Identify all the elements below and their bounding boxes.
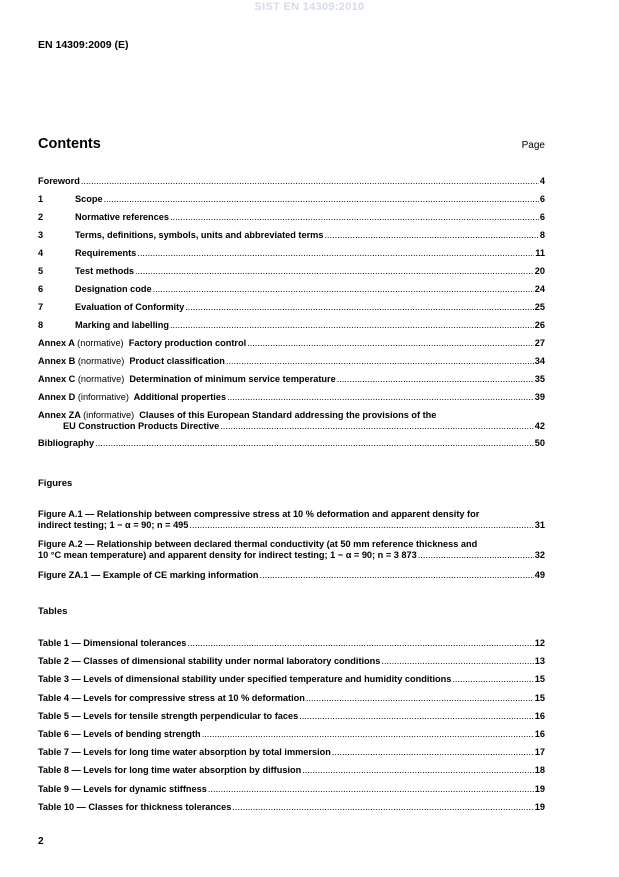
- toc-entry-annex-za[interactable]: [38, 410, 545, 438]
- toc-entry-figure[interactable]: [38, 570, 545, 581]
- toc-main: [38, 176, 545, 456]
- toc-entry-page: 18: [534, 765, 545, 776]
- annex-title: Factory production control: [128, 338, 247, 348]
- figure-title-line1: Figure A.1 — Relationship between compressive stress at 10 % deformation and apparent density for: [38, 509, 480, 519]
- toc-entry-title: Test methods: [75, 266, 135, 276]
- toc-entry-page: 31: [534, 520, 545, 530]
- toc-entry-page: 8: [539, 230, 545, 240]
- dot-leader: [381, 656, 533, 667]
- dot-leader: [170, 212, 539, 223]
- dot-leader: [81, 176, 539, 187]
- annex-title: Product classification: [129, 356, 225, 366]
- dot-leader: [226, 356, 534, 367]
- toc-entry-bibliography[interactable]: [38, 438, 545, 449]
- toc-entry-title: Table 2 — Classes of dimensional stability under normal laboratory conditions: [38, 656, 381, 667]
- annex-kind: (normative): [77, 356, 125, 366]
- clause-number: 8: [38, 320, 44, 330]
- toc-entry-page: 49: [534, 570, 545, 580]
- toc-entry-table[interactable]: [38, 784, 545, 795]
- toc-entry-page: 35: [534, 374, 545, 384]
- toc-entry-page: 4: [539, 176, 545, 186]
- toc-entry-figure[interactable]: [38, 509, 545, 539]
- toc-entry-table[interactable]: [38, 802, 545, 813]
- toc-entry-clause[interactable]: [38, 284, 545, 295]
- toc-entry-title: Foreword: [38, 176, 80, 186]
- annex-kind: (normative): [77, 338, 124, 348]
- toc-entry-title: Table 10 — Classes for thickness tolerances: [38, 801, 232, 812]
- toc-entry-title: [38, 338, 246, 349]
- dot-leader: [337, 374, 534, 385]
- toc-entry-page: 6: [539, 194, 545, 204]
- toc-entry-page: 17: [534, 747, 545, 758]
- annex-title: Additional properties: [133, 392, 227, 402]
- annex-title-line1: Clauses of this European Standard addressing the provisions of the: [139, 410, 437, 420]
- toc-entry-title: [38, 392, 226, 403]
- dot-leader: [299, 711, 534, 722]
- clause-number: 5: [38, 266, 44, 276]
- toc-entry-page: 6: [539, 212, 545, 222]
- dot-leader: [418, 550, 534, 561]
- toc-entry-annex[interactable]: [38, 338, 545, 349]
- dot-leader: [324, 230, 538, 241]
- toc-entry-title: Evaluation of Conformity: [75, 302, 185, 312]
- toc-entry-title: Table 6 — Levels of bending strength: [38, 728, 201, 739]
- toc-entry-title: Table 5 — Levels for tensile strength perpendicular to faces: [38, 710, 299, 721]
- clause-number: 7: [38, 302, 44, 312]
- toc-entry-title: Table 9 — Levels for dynamic stiffness: [38, 783, 207, 794]
- dot-leader: [220, 421, 534, 432]
- toc-entry-table[interactable]: [38, 747, 545, 758]
- toc-entry-title: Requirements: [75, 248, 137, 258]
- clause-number: 2: [38, 212, 44, 222]
- dot-leader: [247, 338, 534, 349]
- dot-leader: [153, 284, 534, 295]
- clause-number: 6: [38, 284, 44, 294]
- toc-entry-title: Scope: [75, 194, 103, 204]
- dot-leader: [332, 747, 534, 758]
- dot-leader: [135, 266, 534, 277]
- toc-entry-annex[interactable]: [38, 374, 545, 385]
- dot-leader: [232, 802, 533, 813]
- toc-entry-page: 32: [534, 550, 545, 560]
- toc-entry-page: 25: [534, 302, 545, 312]
- toc-entry-page: 42: [534, 421, 545, 431]
- toc-entry-page: 12: [534, 638, 545, 648]
- annex-label: Annex D: [38, 392, 76, 402]
- toc-entry-title: Bibliography: [38, 438, 95, 448]
- toc-entry-title: Marking and labelling: [75, 320, 169, 330]
- toc-entry-title: [38, 374, 336, 385]
- dot-leader: [170, 320, 534, 331]
- toc-entry-clause[interactable]: [38, 266, 545, 277]
- toc-entry-page: 26: [534, 320, 545, 330]
- annex-title-line2: EU Construction Products Directive: [63, 421, 220, 431]
- toc-entry-title: Table 4 — Levels for compressive stress at 10 % deformation: [38, 692, 305, 703]
- toc-entry-page: 19: [534, 783, 545, 794]
- watermark: SIST EN 14309:2010: [254, 1, 365, 13]
- annex-label: Annex B: [38, 356, 76, 366]
- toc-entry-title: Figure ZA.1 — Example of CE marking information: [38, 570, 259, 580]
- figure-title-line2: indirect testing; 1 − α = 90; n = 495: [38, 520, 189, 530]
- figure-title-line1: Figure A.2 — Relationship between declared thermal conductivity (at 50 mm reference thickness and: [38, 539, 478, 549]
- toc-entry-clause[interactable]: [38, 320, 545, 331]
- toc-entry-page: 34: [534, 356, 545, 366]
- toc-entry-table[interactable]: [38, 656, 545, 667]
- dot-leader: [202, 729, 534, 740]
- toc-entry-title: Terms, definitions, symbols, units and abbreviated terms: [75, 230, 324, 240]
- toc-entry-clause[interactable]: [38, 230, 545, 241]
- toc-entry-clause[interactable]: [38, 248, 545, 259]
- toc-entry-page: 27: [534, 338, 545, 348]
- toc-entry-title: Designation code: [75, 284, 152, 294]
- toc-entry-page: 50: [534, 438, 545, 448]
- toc-entry-page: 24: [534, 284, 545, 294]
- dot-leader: [187, 638, 533, 649]
- toc-entry-annex[interactable]: [38, 392, 545, 403]
- toc-entry-page: 16: [534, 728, 545, 739]
- toc-entry-page: 15: [534, 692, 545, 703]
- toc-entry-title: Table 3 — Levels of dimensional stability under specified temperature and humidity conditions: [38, 674, 452, 685]
- dot-leader: [189, 520, 533, 531]
- page-column-header: Page: [521, 140, 545, 151]
- contents-title: Contents: [38, 136, 101, 152]
- dot-leader: [137, 248, 534, 259]
- figures-heading: Figures: [38, 478, 73, 489]
- toc-entry-table[interactable]: [38, 693, 545, 704]
- toc-entry-page: 15: [534, 674, 545, 685]
- toc-entry-annex[interactable]: [38, 356, 545, 367]
- dot-leader: [104, 194, 539, 205]
- annex-kind: (informative): [83, 410, 135, 420]
- toc-entry-page: 11: [535, 248, 545, 258]
- dot-leader: [227, 392, 534, 403]
- dot-leader: [185, 302, 534, 313]
- toc-entry-page: 39: [534, 392, 545, 402]
- toc-entry-clause[interactable]: [38, 212, 545, 223]
- toc-entry-title: Table 1 — Dimensional tolerances: [38, 638, 187, 648]
- clause-number: 3: [38, 230, 44, 240]
- toc-entry-figure[interactable]: [38, 539, 545, 570]
- dot-leader: [306, 693, 534, 704]
- toc-entry-title: Table 8 — Levels for long time water absorption by diffusion: [38, 765, 302, 776]
- toc-entry-title: [38, 356, 225, 367]
- toc-entry-clause[interactable]: [38, 302, 545, 313]
- toc-entry-page: 19: [534, 801, 545, 812]
- tables-heading: Tables: [38, 606, 68, 617]
- clause-number: 1: [38, 194, 44, 204]
- toc-entry-table[interactable]: [38, 765, 545, 776]
- dot-leader: [452, 674, 533, 685]
- toc-entry-foreword[interactable]: [38, 176, 545, 187]
- toc-entry-table[interactable]: [38, 729, 545, 740]
- toc-entry-table[interactable]: [38, 711, 545, 722]
- toc-entry-title: Table 7 — Levels for long time water absorption by total immersion: [38, 747, 331, 758]
- page-number: 2: [38, 836, 44, 847]
- toc-entry-table[interactable]: [38, 638, 545, 649]
- toc-entry-page: 20: [534, 266, 545, 276]
- annex-title: Determination of minimum service temperature: [129, 374, 336, 384]
- toc-tables: [38, 638, 545, 820]
- dot-leader: [95, 438, 534, 449]
- dot-leader: [260, 570, 534, 581]
- dot-leader: [208, 784, 534, 795]
- document-id: EN 14309:2009 (E): [38, 39, 129, 51]
- toc-entry-title: Normative references: [75, 212, 169, 222]
- toc-entry-table[interactable]: [38, 674, 545, 685]
- figure-title-line2: 10 °C mean temperature) and apparent density for indirect testing; 1 − α = 90; n = 3 873: [38, 550, 417, 560]
- toc-entry-page: 16: [534, 710, 545, 721]
- annex-label: Annex ZA: [38, 410, 81, 420]
- clause-number: 4: [38, 248, 44, 258]
- toc-entry-page: 13: [534, 656, 545, 667]
- toc-entry-clause[interactable]: [38, 194, 545, 205]
- annex-label: Annex C: [38, 374, 76, 384]
- annex-label: Annex A: [38, 338, 75, 348]
- toc-figures: [38, 509, 545, 588]
- annex-kind: (normative): [77, 374, 125, 384]
- dot-leader: [302, 765, 534, 776]
- annex-kind: (informative): [77, 392, 129, 402]
